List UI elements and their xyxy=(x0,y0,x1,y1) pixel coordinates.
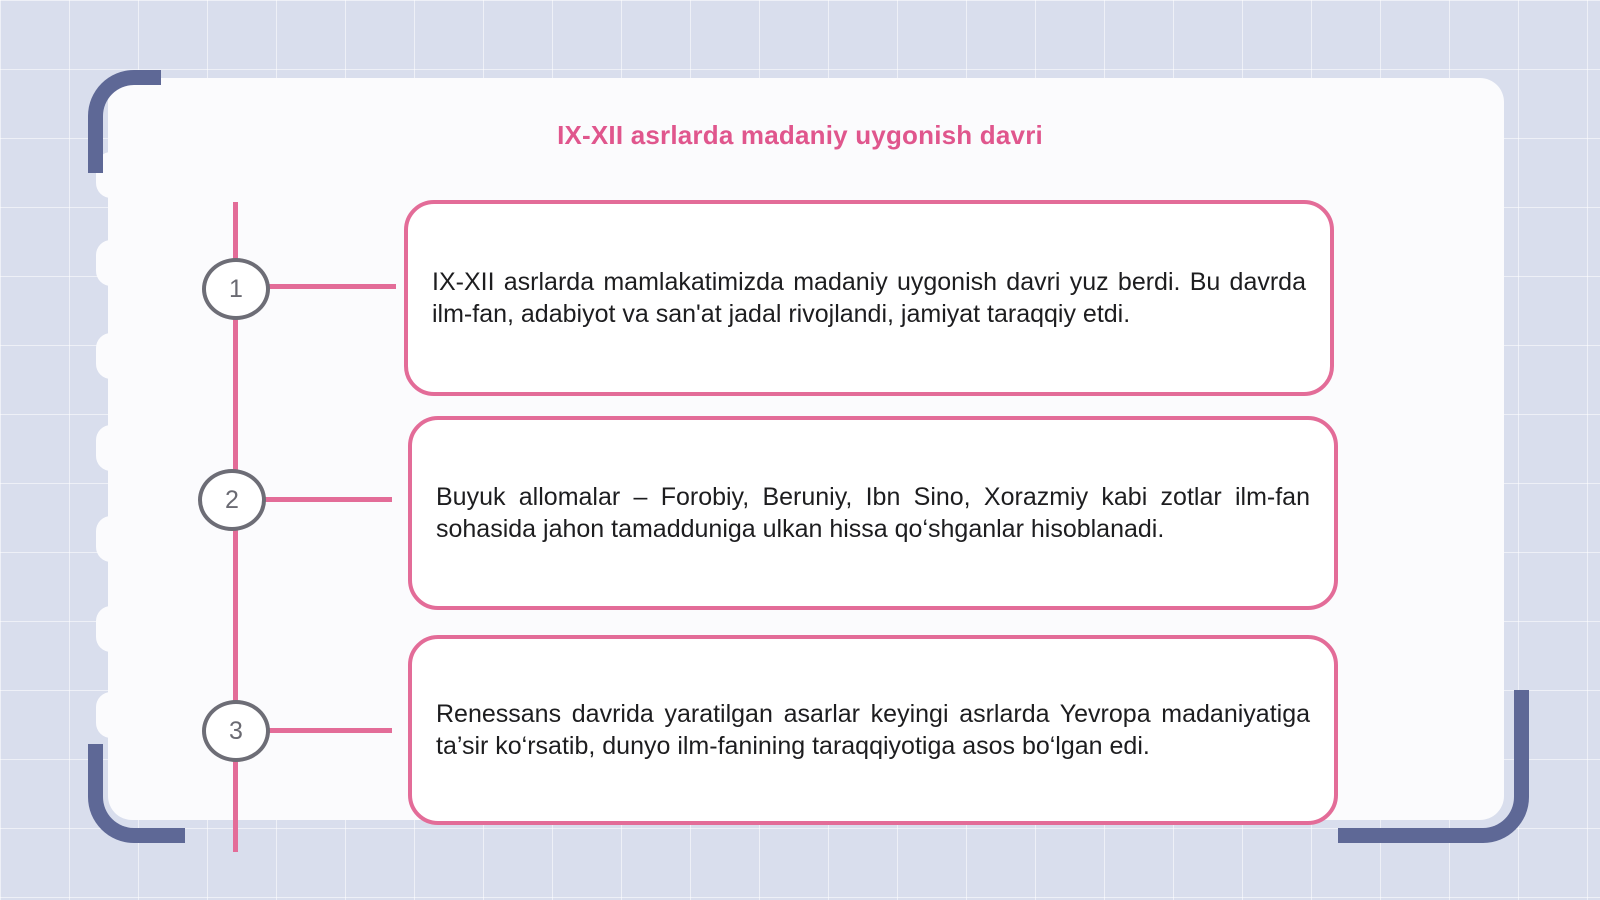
step-text-box xyxy=(408,416,1338,610)
step-text: Renessans davrida yaratilgan asarlar keyingi asrlarda Yevropa madaniyatiga ta’sir ko‘rsatib, dunyo ilm-fanining taraqqiyotiga asos bo‘lgan edi. xyxy=(436,700,1310,760)
timeline-connector xyxy=(266,728,392,733)
card-scallop xyxy=(96,516,126,562)
timeline-connector xyxy=(262,497,392,502)
corner-bracket-bottom-right xyxy=(1338,690,1529,843)
step-text: IX-XII asrlarda mamlakatimizda madaniy uygonish davri yuz berdi. Bu davrda ilm-fan, adabiyot va san'at jadal rivojlandi, jamiyat taraqqiy etdi. xyxy=(432,268,1306,328)
step-number-circle: 3 xyxy=(202,700,270,762)
slide-title: IX-XII asrlarda madaniy uygonish davri xyxy=(557,120,1043,150)
card-scallop xyxy=(96,240,126,286)
step-text-box xyxy=(408,635,1338,825)
step-text-box xyxy=(404,200,1334,396)
step-number-circle: 1 xyxy=(202,258,270,320)
corner-bracket-bottom-left xyxy=(88,744,185,843)
card-scallop xyxy=(96,692,126,738)
timeline-connector xyxy=(266,284,396,289)
corner-bracket-top-left xyxy=(88,70,161,173)
card-scallop xyxy=(96,606,126,652)
step-text: Buyuk allomalar – Forobiy, Beruniy, Ibn Sino, Xorazmiy kabi zotlar ilm-fan sohasida jahon tamadduniga ulkan hissa qo‘shganlar hisoblanadi. xyxy=(436,483,1310,543)
card-scallop xyxy=(96,333,126,379)
card-scallop xyxy=(96,425,126,471)
step-number-circle: 2 xyxy=(198,469,266,531)
